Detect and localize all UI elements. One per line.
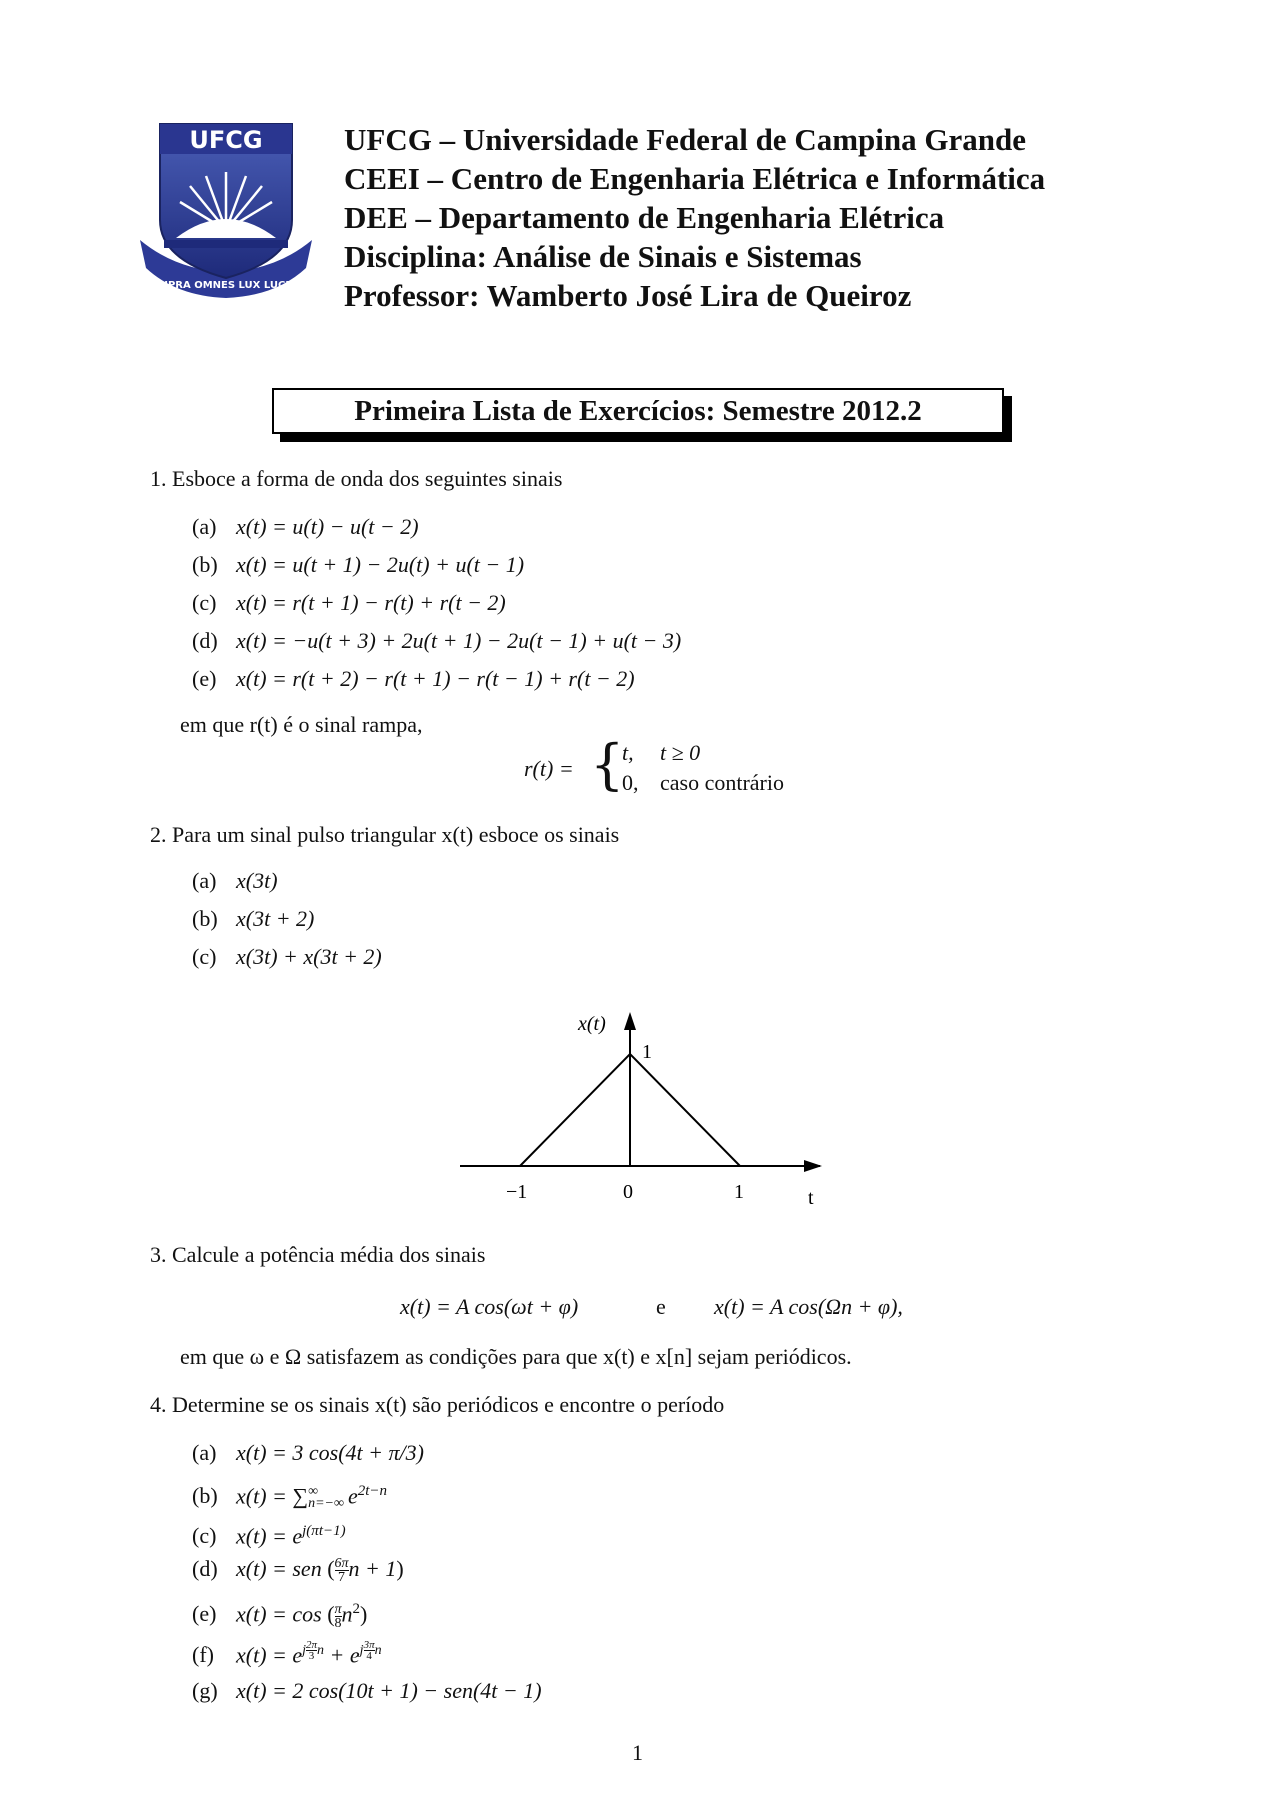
- q3-equation-discrete: x(t) = A cos(Ωn + φ),: [714, 1294, 903, 1319]
- page-number: 1: [632, 1740, 643, 1765]
- tick-label-zero: 0: [623, 1181, 633, 1203]
- header-line-university: UFCG – Universidade Federal de Campina Grande: [344, 122, 1026, 157]
- tick-label-minus-one: −1: [506, 1181, 528, 1203]
- q2-item-c: (c) x(3t) + x(3t + 2): [192, 944, 382, 969]
- q1-item-b: (b) x(t) = u(t + 1) − 2u(t) + u(t − 1): [192, 552, 525, 577]
- q4-item-b: (b) x(t) = ∑ ∞ n=−∞ $e^{2t-n}$: [192, 1483, 387, 1512]
- q2-item-b: (b) x(3t + 2): [192, 906, 315, 931]
- q4-item-e: (e) x(t) = cos ( $\frac{\pi}{8}$ $n^2$): [192, 1601, 368, 1631]
- y-axis-arrow: [624, 1012, 636, 1030]
- y-axis-label: x(t): [578, 1013, 606, 1035]
- x-axis-arrow: [804, 1160, 822, 1172]
- q1-item-c: (c) x(t) = r(t + 1) − r(t) + r(t − 2): [192, 590, 506, 615]
- ramp-case-1-value: t,: [622, 740, 634, 765]
- ramp-case-1-condition: t ≥ 0: [660, 740, 701, 765]
- tick-label-one: 1: [734, 1181, 744, 1203]
- ramp-brace: {: [590, 733, 625, 796]
- ufcg-logo: [136, 120, 316, 300]
- header-line-department: DEE – Departamento de Engenharia Elétrica: [344, 200, 945, 235]
- q4-item-d: (d) x(t) = sen ( $\frac{6\pi}{7}$ n + 1): [192, 1556, 404, 1586]
- q4-item-f: (f) $x(t) = e^{j \frac{2\pi}{3} n} + e^{j \frac{3\pi}{4} n}$: [192, 1639, 382, 1668]
- logo-text: UFCG: [189, 126, 263, 154]
- q1-item-e: (e) x(t) = r(t + 2) − r(t + 1) − r(t − 1) + r(t − 2): [192, 666, 635, 691]
- institution-header: [344, 120, 1045, 315]
- peak-label: 1: [642, 1041, 652, 1063]
- ramp-lhs: r(t) =: [524, 756, 574, 781]
- q1-item-d: (d) x(t) = −u(t + 3) + 2u(t + 1) − 2u(t − 1) + u(t − 3): [192, 628, 682, 653]
- q4-item-a: (a) x(t) = 3 cos(4t + π/3): [192, 1440, 424, 1465]
- ramp-case-2-value: 0,: [622, 770, 639, 795]
- question-2: 2. Para um sinal pulso triangular x(t) esboce os sinais: [150, 822, 620, 847]
- q4-item-g: (g) x(t) = 2 cos(10t + 1) − sen(4t − 1): [192, 1678, 542, 1703]
- q4-item-c: (c) $x(t) = e^{j(\pi t-1)}$: [192, 1523, 346, 1549]
- q3-equation-and: e: [656, 1294, 666, 1319]
- q3-note: em que ω e Ω satisfazem as condições para que x(t) e x[n] sejam periódicos.: [180, 1344, 852, 1369]
- question-4: 4. Determine se os sinais x(t) são periódicos e encontre o período: [150, 1392, 725, 1417]
- q1-item-a: (a) x(t) = u(t) − u(t − 2): [192, 514, 419, 539]
- question-3: 3. Calcule a potência média dos sinais: [150, 1242, 486, 1267]
- page-title: Primeira Lista de Exercícios: Semestre 2012.2: [354, 394, 922, 427]
- header-line-professor: Professor: Wamberto José Lira de Queiroz: [344, 278, 912, 313]
- header-line-discipline: Disciplina: Análise de Sinais e Sistemas: [344, 239, 862, 274]
- q3-equation-continuous: x(t) = A cos(ωt + φ): [400, 1294, 579, 1319]
- x-axis-label: t: [808, 1187, 814, 1209]
- logo-motto: SUPRA OMNES LUX LUCES: [152, 280, 300, 291]
- ramp-case-2-condition: caso contrário: [660, 770, 784, 795]
- header-line-center: CEEI – Centro de Engenharia Elétrica e Informática: [344, 161, 1046, 196]
- triangular-pulse-plot: [440, 1002, 840, 1222]
- q1-note: em que r(t) é o sinal rampa,: [180, 712, 423, 737]
- title-box: [272, 388, 1004, 434]
- q2-item-a: (a) x(3t): [192, 868, 278, 893]
- question-1: 1. Esboce a forma de onda dos seguintes sinais: [150, 466, 563, 491]
